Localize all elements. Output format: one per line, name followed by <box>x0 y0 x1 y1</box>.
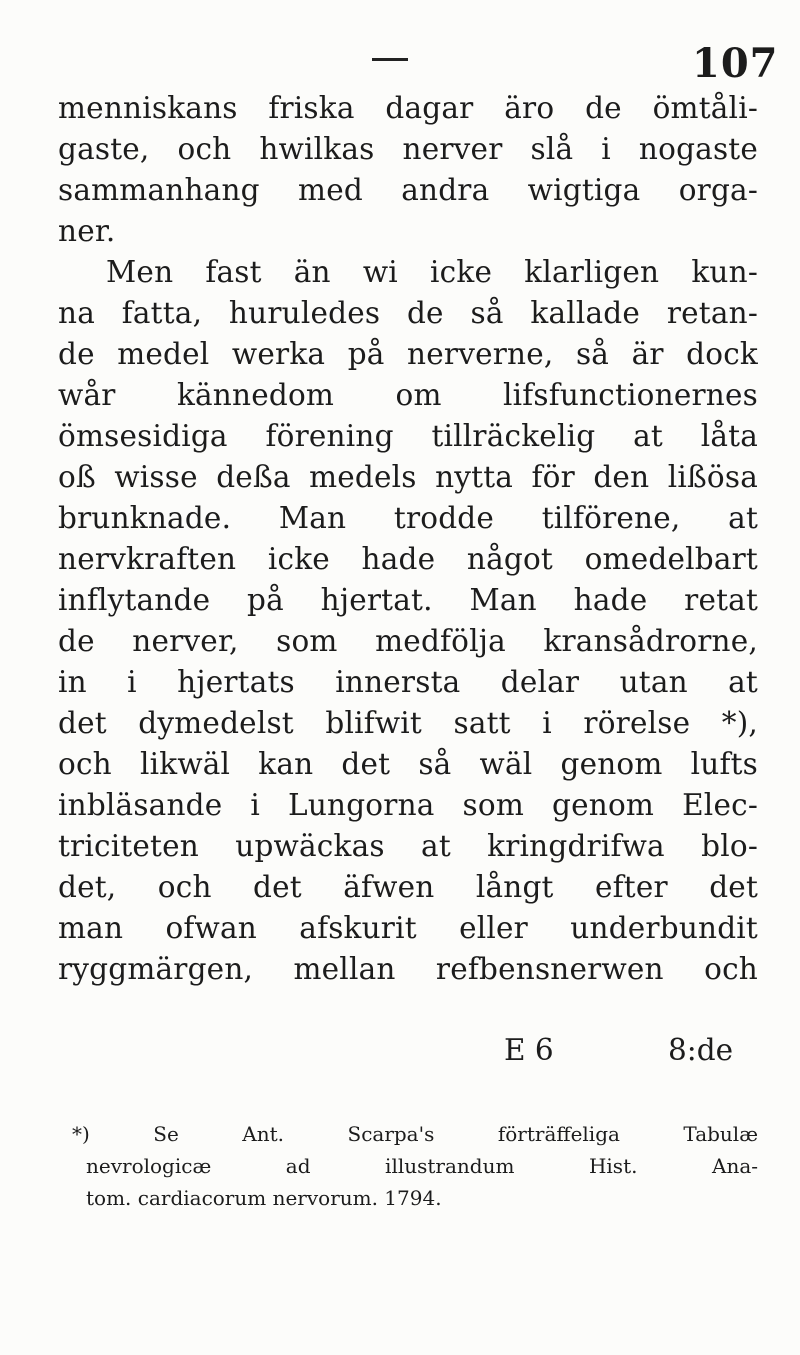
body-text <box>58 88 758 990</box>
text-line: ömsesidiga förening tillräckelig at låta <box>58 419 758 453</box>
text-line: de medel werka på nerverne, så är dock <box>58 337 758 371</box>
text-line: sammanhang med andra wigtiga orga- <box>58 173 758 207</box>
catchword-line <box>58 1030 758 1071</box>
footnote <box>72 1118 758 1214</box>
text-line: gaste, och hwilkas nerver slå i nogaste <box>58 132 758 166</box>
text-line: det, och det äfwen långt efter det <box>58 870 758 904</box>
text-line: ryggmärgen, mellan refbensnerwen och <box>58 952 758 986</box>
text-line: det dymedelst blifwit satt i rörelse *), <box>58 706 758 740</box>
text-line: brunknade. Man trodde tilförene, at <box>58 501 758 535</box>
page-number: 107 <box>692 40 779 87</box>
text-line: inflytande på hjertat. Man hade retat <box>58 583 758 617</box>
footnote-line: nevrologicæ ad illustrandum Hist. Ana- <box>86 1154 758 1178</box>
text-line: in i hjertats innersta delar utan at <box>58 665 758 699</box>
text-line: de nerver, som medfölja kransådrorne, <box>58 624 758 658</box>
text-line: na fatta, huruledes de så kallade retan- <box>58 296 758 330</box>
footnote-line: *) Se Ant. Scarpa's förträffeliga Tabulæ <box>72 1122 758 1146</box>
text-line: oß wisse deßa medels nytta för den lißösa <box>58 460 758 494</box>
page-header <box>0 40 800 90</box>
signature-mark: E 6 <box>504 1033 554 1067</box>
text-line: wår kännedom om lifsfunctionernes <box>58 378 758 412</box>
text-line: menniskans friska dagar äro de ömtåli- <box>58 91 758 125</box>
catchword: 8:de <box>668 1033 734 1067</box>
text-line: nervkraften icke hade något omedelbart <box>58 542 758 576</box>
text-line: man ofwan afskurit eller underbundit <box>58 911 758 945</box>
footnote-line: tom. cardiacorum nervorum. 1794. <box>86 1186 442 1210</box>
paragraph-start-line: Men fast än wi icke klarligen kun- <box>106 255 758 289</box>
text-line: inbläsande i Lungorna som genom Elec- <box>58 788 758 822</box>
text-line: och likwäl kan det så wäl genom lufts <box>58 747 758 781</box>
header-dash <box>372 58 408 61</box>
text-line: triciteten upwäckas at kringdrifwa blo- <box>58 829 758 863</box>
text-line: ner. <box>58 214 116 248</box>
